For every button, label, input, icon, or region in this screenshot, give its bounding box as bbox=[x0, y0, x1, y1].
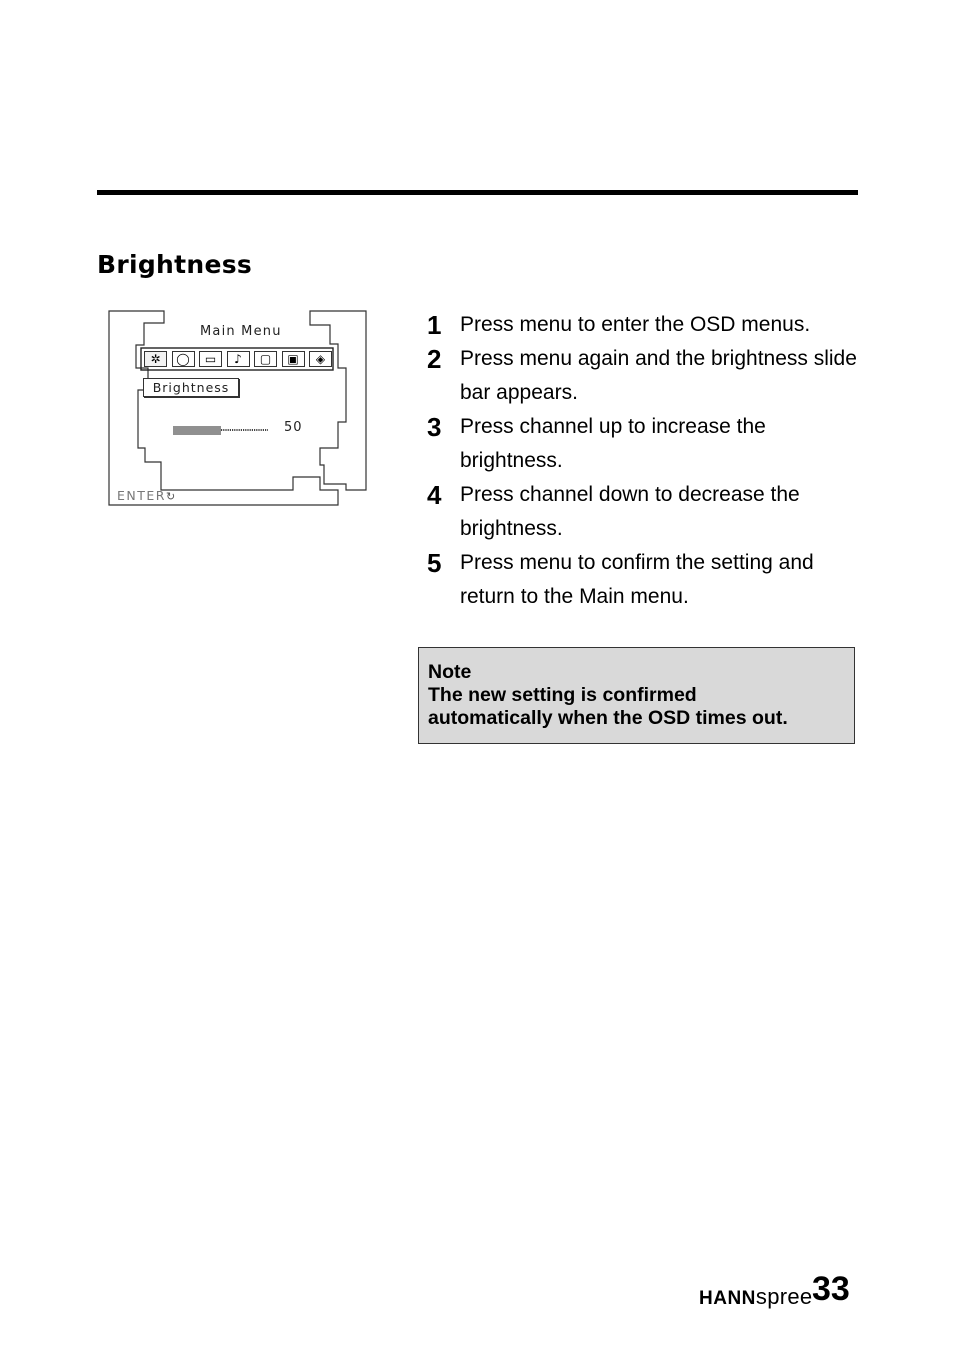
picture-icon: ▭ bbox=[199, 351, 222, 367]
step-item bbox=[425, 308, 865, 342]
brightness-icon: ✲ bbox=[144, 351, 167, 367]
step-number: 3 bbox=[427, 412, 442, 442]
step-item bbox=[425, 410, 865, 478]
step-number: 1 bbox=[427, 310, 442, 340]
note-heading: Note bbox=[428, 661, 472, 683]
steps-list bbox=[425, 308, 865, 614]
brightness-value: 50 bbox=[284, 420, 303, 435]
top-rule bbox=[97, 190, 858, 195]
step-text: Press menu to confirm the setting and return to the Main menu. bbox=[460, 551, 814, 608]
brightness-slider bbox=[174, 426, 268, 435]
contrast-icon: ◯ bbox=[172, 351, 195, 367]
step-number: 2 bbox=[427, 344, 442, 374]
step-number: 4 bbox=[427, 480, 442, 510]
page-number: 33 bbox=[812, 1270, 850, 1308]
step-item bbox=[425, 546, 865, 614]
osd-illustration bbox=[108, 310, 370, 508]
step-text: Press menu again and the brightness slide bar appears. bbox=[460, 347, 857, 404]
note-line-2: automatically when the OSD times out. bbox=[428, 707, 788, 729]
enter-label: ENTER↻ bbox=[117, 488, 177, 503]
section-title: Brightness bbox=[97, 250, 253, 279]
setup-icon: ▣ bbox=[282, 351, 305, 367]
enter-icon: ↻ bbox=[165, 490, 177, 503]
step-item bbox=[425, 342, 865, 410]
osd-frame bbox=[108, 310, 370, 508]
tv-icon: ▢ bbox=[254, 351, 277, 367]
sound-icon: ♪ bbox=[227, 351, 250, 367]
note-box bbox=[418, 647, 855, 744]
language-icon: ◈ bbox=[309, 351, 332, 367]
note-line-1: The new setting is confirmed bbox=[428, 684, 697, 706]
step-item bbox=[425, 478, 865, 546]
osd-tab-brightness: Brightness bbox=[143, 378, 239, 397]
step-number: 5 bbox=[427, 548, 442, 578]
step-text: Press channel up to increase the brightness. bbox=[460, 415, 766, 472]
step-text: Press menu to enter the OSD menus. bbox=[460, 313, 811, 336]
osd-title: Main Menu bbox=[200, 324, 282, 339]
brand-logo: HANNspree bbox=[699, 1284, 813, 1309]
step-text: Press channel down to decrease the brightness. bbox=[460, 483, 800, 540]
